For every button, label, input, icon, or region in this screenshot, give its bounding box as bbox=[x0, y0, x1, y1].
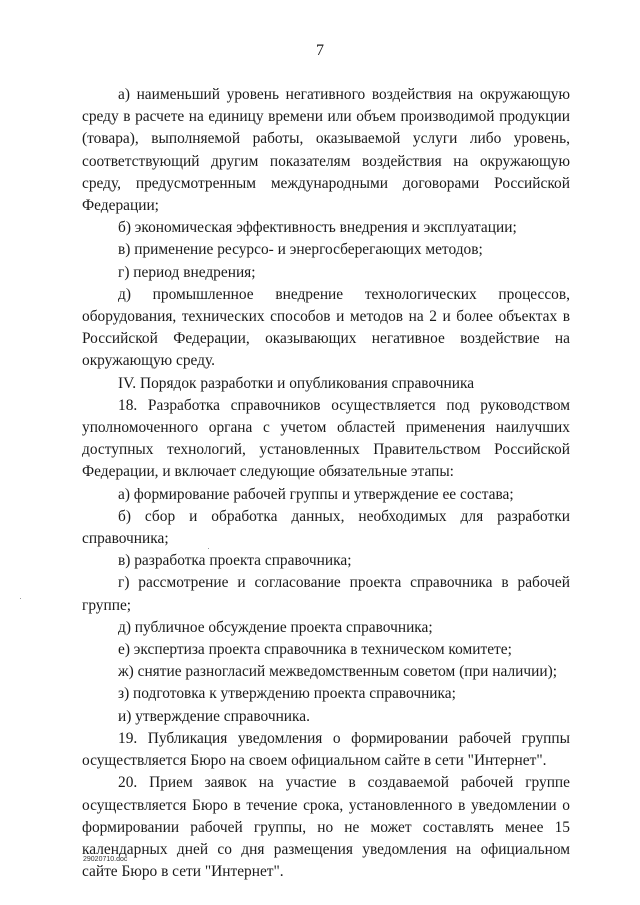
section-heading: IV. Порядок разработки и опубликования справочника bbox=[118, 374, 475, 392]
paragraph-item-g: г) период внедрения; bbox=[118, 263, 256, 281]
paragraph-item-a: а) наименьший уровень негативного воздействия на окружающую среду в расчете на единицу времени или объем производимой продукции (товара), выполняемой работы, оказываемой услуги либо уровень, соответствующий другим показателям воздействия на окружающую среду, предусмотренным международными договорами Российской Федерации; bbox=[82, 86, 570, 215]
paragraph-18-i: и) утверждение справочника. bbox=[118, 707, 310, 725]
paragraph-18-z: з) подготовка к утверждению проекта справочника; bbox=[118, 685, 456, 703]
paragraph-item-d: д) промышленное внедрение технологических процессов, оборудования, технических способов и методов на 2 и более объектах в Российской Федерации, оказывающих негативное воздействие на окружающую среду. bbox=[82, 285, 570, 370]
footer-filename: 29020710.doc bbox=[83, 856, 128, 863]
paragraph-item-v: в) применение ресурсо- и энергосберегающих методов; bbox=[118, 241, 483, 259]
paragraph-18: 18. Разработка справочников осуществляется под руководством уполномоченного органа с учетом областей применения наилучших доступных технологий, установленных Правительством Российской Федерации, и включает следующие обязательные этапы: bbox=[82, 396, 570, 481]
scan-speck bbox=[20, 598, 21, 599]
paragraph-19: 19. Публикация уведомления о формировании рабочей группы осуществляется Бюро на своем официальном сайте в сети "Интернет". bbox=[82, 729, 570, 770]
paragraph-18-a: а) формирование рабочей группы и утверждение ее состава; bbox=[118, 485, 514, 503]
paragraph-18-zh: ж) снятие разногласий межведомственным советом (при наличии); bbox=[118, 663, 557, 681]
document-body bbox=[82, 84, 570, 883]
paragraph-18-d: д) публичное обсуждение проекта справочника; bbox=[118, 618, 433, 636]
paragraph-18-v: в) разработка проекта справочника; bbox=[118, 552, 352, 570]
paragraph-18-b: б) сбор и обработка данных, необходимых для разработки справочника; bbox=[82, 507, 570, 548]
paragraph-18-g: г) рассмотрение и согласование проекта справочника в рабочей группе; bbox=[82, 574, 570, 614]
scan-speck bbox=[208, 548, 209, 549]
paragraph-18-e: е) экспертиза проекта справочника в техническом комитете; bbox=[118, 641, 512, 659]
paragraph-20: 20. Прием заявок на участие в создаваемой рабочей группе осуществляется Бюро в течение срока, установленного в уведомлении о формировании рабочей группы, но не может составлять менее 15 календарных дней со дня размещения уведомления на официальном сайте Бюро в сети "Интернет". bbox=[82, 774, 570, 881]
paragraph-item-b: б) экономическая эффективность внедрения и эксплуатации; bbox=[118, 219, 517, 237]
page-number: 7 bbox=[316, 42, 324, 59]
